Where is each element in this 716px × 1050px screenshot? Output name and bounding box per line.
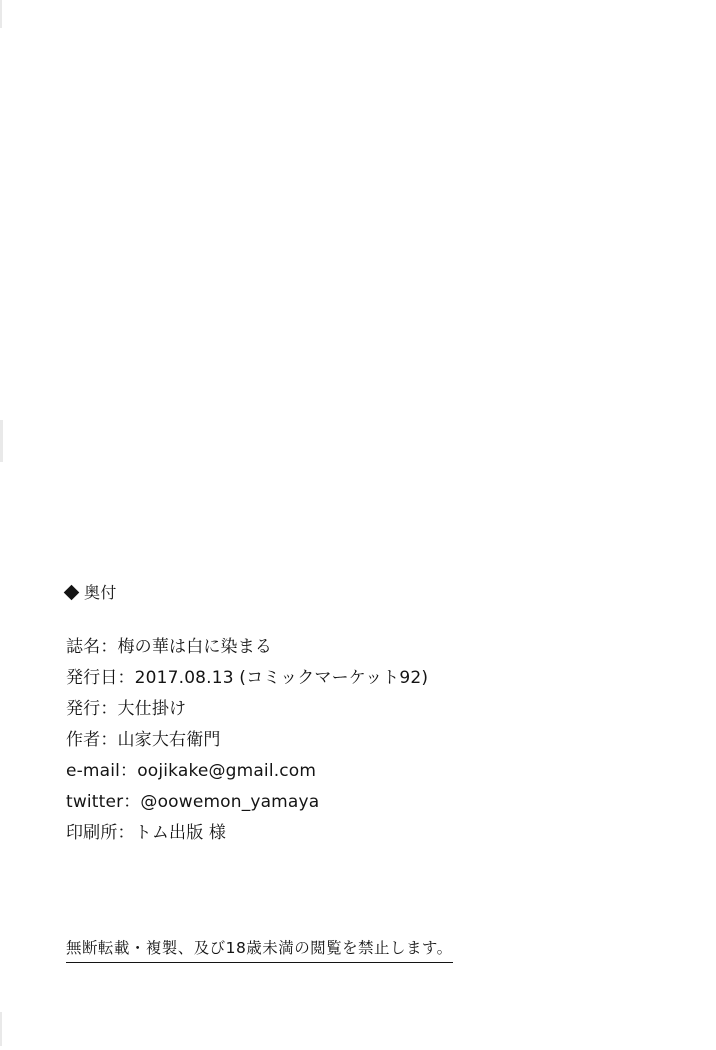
info-line-printer: 印刷所：トム出版 様	[66, 822, 227, 843]
info-line-circle: 発行：大仕掛け	[66, 698, 187, 719]
info-line-email: e-mail：oojikake@gmail.com	[66, 760, 317, 781]
colophon-block	[66, 584, 646, 849]
scan-artifact-bottom	[0, 1012, 2, 1046]
copyright-notice: 無断転載・複製、及び18歳未満の閲覧を禁止します。	[66, 938, 453, 963]
info-line-author: 作者：山家大右衛門	[66, 729, 221, 750]
info-line-twitter: twitter：@oowemon_yamaya	[66, 791, 320, 812]
colophon-info-list	[66, 632, 646, 849]
colophon-heading-label: 奥付	[84, 583, 117, 602]
diamond-icon	[64, 585, 80, 601]
colophon-heading	[66, 584, 646, 602]
info-line-publication-date: 発行日：2017.08.13 (コミックマーケット92)	[66, 667, 429, 688]
info-line-title: 誌名：梅の華は白に染まる	[66, 636, 273, 657]
scan-artifact-top	[0, 0, 2, 28]
scan-artifact-middle	[0, 420, 3, 462]
